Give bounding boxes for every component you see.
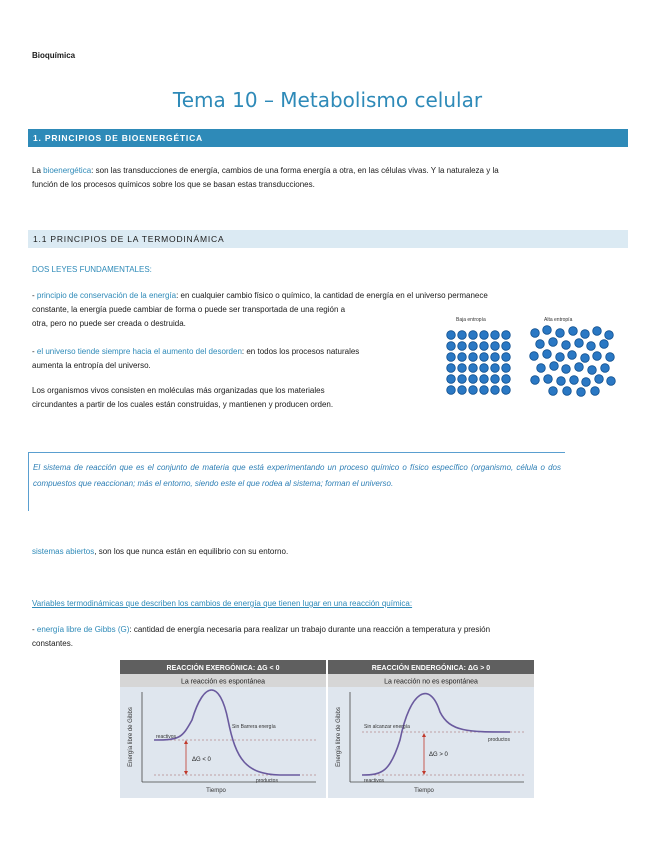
entropy-low-label: Baja entropía — [456, 317, 486, 323]
header-label: Bioquímica — [32, 51, 76, 60]
ley1-text3: otra, pero no puede ser creada o destruida. — [32, 319, 186, 328]
low-entropy-particle — [447, 375, 456, 384]
high-entropy-particle — [530, 352, 539, 361]
high-entropy-particle — [550, 362, 559, 371]
section-heading-1: 1. PRINCIPIOS DE BIOENERGÉTICA — [28, 129, 628, 147]
low-entropy-particle — [480, 375, 489, 384]
low-entropy-particle — [502, 331, 511, 340]
low-entropy-particle — [502, 353, 511, 362]
sistema-quote-text: El sistema de reacción que es el conjunto de materia que está experimentando un proceso químico o físico específico (organismo, célula o dos compuestos que reaccionan; más el entorno, siendo este el que rodea al sistema; forman el universo. — [33, 463, 561, 488]
variables-heading: Variables termodinámicas que describen los cambios de energía que tienen lugar en una reacción química: — [32, 599, 413, 608]
endergonic-xlabel: Tiempo — [414, 788, 434, 794]
bioenergetica-paragraph — [32, 164, 627, 192]
high-entropy-particle — [575, 363, 584, 372]
high-entropy-particle — [569, 327, 578, 336]
endergonic-reactants: reactivos — [364, 778, 385, 784]
endergonic-upper-label: Sin alcanzar energía — [364, 724, 410, 730]
high-entropy-particle — [581, 330, 590, 339]
low-entropy-particle — [458, 364, 467, 373]
bioenergetica-prefix: La — [32, 166, 44, 175]
high-entropy-particle — [581, 354, 590, 363]
ley1-term: principio de conservación de la energía — [36, 291, 177, 300]
low-entropy-particle — [447, 342, 456, 351]
low-entropy-particle — [458, 353, 467, 362]
section-heading-1-1: 1.1 PRINCIPIOS DE LA TERMODINÁMICA — [28, 230, 628, 248]
high-entropy-particle — [549, 338, 558, 347]
exergonic-header: REACCIÓN EXERGÓNICA: ΔG < 0 — [166, 665, 280, 672]
abiertos-paragraph — [32, 545, 288, 559]
high-entropy-particle — [563, 387, 572, 396]
high-entropy-particle — [607, 377, 616, 386]
low-entropy-particle — [491, 353, 500, 362]
low-entropy-particle — [447, 386, 456, 395]
low-entropy-particle — [491, 375, 500, 384]
low-entropy-particle — [502, 364, 511, 373]
ley2-text1: : en todos los procesos naturales — [241, 347, 360, 356]
high-entropy-particle — [556, 353, 565, 362]
organismos-line2: circundantes a partir de los cuales están construidas, y mantienen y producen orden. — [32, 400, 334, 409]
gibbs-term: energía libre de Gibbs (G) — [36, 625, 130, 634]
bioenergetica-term: bioenergética — [43, 166, 92, 175]
high-entropy-particle — [593, 327, 602, 336]
high-entropy-particle — [543, 350, 552, 359]
entropy-high-label: Alta entropía — [544, 317, 573, 323]
abiertos-term: sistemas abiertos — [32, 547, 95, 556]
endergonic-products: productos — [488, 737, 510, 743]
low-entropy-particle — [447, 331, 456, 340]
low-entropy-particle — [469, 353, 478, 362]
low-entropy-particle — [469, 375, 478, 384]
organismos-line1: Los organismos vivos consisten en moléculas más organizadas que los materiales — [32, 386, 325, 395]
low-entropy-particle — [480, 342, 489, 351]
exergonic-xlabel: Tiempo — [206, 788, 226, 794]
low-entropy-particle — [480, 353, 489, 362]
entropy-figure — [439, 313, 621, 398]
endergonic-subheader: La reacción no es espontánea — [384, 678, 478, 686]
low-entropy-particle — [491, 342, 500, 351]
ley1-text1: : en cualquier cambio físico o químico, la cantidad de energía en el universo permanece — [176, 291, 488, 300]
ley1-text2: constante, la energía puede cambiar de forma o puede ser transportada de una región a — [32, 305, 346, 314]
gibbs-text2: constantes. — [32, 639, 73, 648]
ley2-text2: aumenta la entropía del universo. — [32, 361, 151, 370]
low-entropy-particle — [458, 342, 467, 351]
high-entropy-particles — [530, 326, 616, 397]
low-entropy-particle — [502, 342, 511, 351]
low-entropy-particle — [447, 353, 456, 362]
low-entropy-particle — [491, 331, 500, 340]
high-entropy-particle — [531, 376, 540, 385]
exergonic-products: productos — [256, 778, 278, 784]
high-entropy-particle — [544, 375, 553, 384]
low-entropy-particles — [447, 331, 511, 395]
high-entropy-particle — [588, 366, 597, 375]
exergonic-ylabel: Energía libre de Gibbs — [128, 707, 134, 767]
high-entropy-particle — [537, 364, 546, 373]
low-entropy-particle — [480, 386, 489, 395]
abiertos-text: , son los que nunca están en equilibrio con su entorno. — [94, 547, 289, 556]
endergonic-ylabel: Energía libre de Gibbs — [336, 707, 342, 767]
high-entropy-particle — [591, 387, 600, 396]
organismos-paragraph — [32, 384, 432, 412]
ley1-paragraph: - principio de conservación de la energía: en cualquier cambio físico o químico, la cantidad de energía en el universo permanece constante, la energía puede cambiar de forma o puede ser transportada de una región a otra, pero no puede ser creada o destruida. — [32, 289, 592, 331]
high-entropy-particle — [562, 341, 571, 350]
low-entropy-particle — [480, 331, 489, 340]
high-entropy-particle — [549, 387, 558, 396]
low-entropy-particle — [458, 375, 467, 384]
high-entropy-particle — [536, 340, 545, 349]
endergonic-header: REACCIÓN ENDERGÓNICA: ΔG > 0 — [371, 665, 491, 672]
low-entropy-particle — [458, 331, 467, 340]
high-entropy-particle — [582, 378, 591, 387]
high-entropy-particle — [577, 388, 586, 397]
low-entropy-particle — [469, 342, 478, 351]
high-entropy-particle — [600, 340, 609, 349]
gibbs-paragraph: - energía libre de Gibbs (G): cantidad de energía necesaria para realizar un trabajo durante una reacción a temperatura y presión constantes. — [32, 623, 627, 651]
low-entropy-particle — [491, 364, 500, 373]
exergonic-upper-label: Sin Barrera energía — [232, 724, 276, 730]
sistema-quote — [28, 452, 565, 511]
bioenergetica-line1: : son las transducciones de energía, cambios de una forma energía a otra, en las células vivas. Y la naturaleza y la — [91, 166, 499, 175]
high-entropy-particle — [562, 365, 571, 374]
low-entropy-particle — [491, 386, 500, 395]
high-entropy-particle — [556, 329, 565, 338]
low-entropy-particle — [502, 375, 511, 384]
gibbs-text1: : cantidad de energía necesaria para realizar un trabajo durante una reacción a temperatura y presión — [129, 625, 491, 634]
ley2-paragraph: - el universo tiende siempre hacia el aumento del desorden: en todos los procesos naturales aumenta la entropía del universo. — [32, 345, 432, 373]
high-entropy-particle — [557, 377, 566, 386]
low-entropy-particle — [447, 364, 456, 373]
page-title: Tema 10 – Metabolismo celular — [172, 88, 483, 112]
endergonic-delta: ΔG > 0 — [429, 752, 448, 758]
gibbs-energy-diagram — [120, 660, 534, 798]
high-entropy-particle — [575, 339, 584, 348]
exergonic-reactants: reactivos — [156, 734, 177, 740]
exergonic-delta: ΔG < 0 — [192, 757, 211, 763]
high-entropy-particle — [570, 376, 579, 385]
low-entropy-particle — [469, 364, 478, 373]
high-entropy-particle — [601, 364, 610, 373]
high-entropy-particle — [606, 353, 615, 362]
high-entropy-particle — [595, 375, 604, 384]
high-entropy-particle — [587, 342, 596, 351]
high-entropy-particle — [531, 329, 540, 338]
low-entropy-particle — [502, 386, 511, 395]
leyes-heading: DOS LEYES FUNDAMENTALES: — [32, 265, 152, 274]
bioenergetica-line2: función de los procesos químicos sobre los que se basan estas transducciones. — [32, 180, 315, 189]
low-entropy-particle — [469, 386, 478, 395]
low-entropy-particle — [458, 386, 467, 395]
low-entropy-particle — [469, 331, 478, 340]
high-entropy-particle — [605, 331, 614, 340]
high-entropy-particle — [593, 352, 602, 361]
high-entropy-particle — [568, 351, 577, 360]
exergonic-subheader: La reacción es espontánea — [180, 678, 266, 686]
low-entropy-particle — [480, 364, 489, 373]
high-entropy-particle — [543, 326, 552, 335]
ley2-term: el universo tiende siempre hacia el aumento del desorden — [36, 347, 242, 356]
